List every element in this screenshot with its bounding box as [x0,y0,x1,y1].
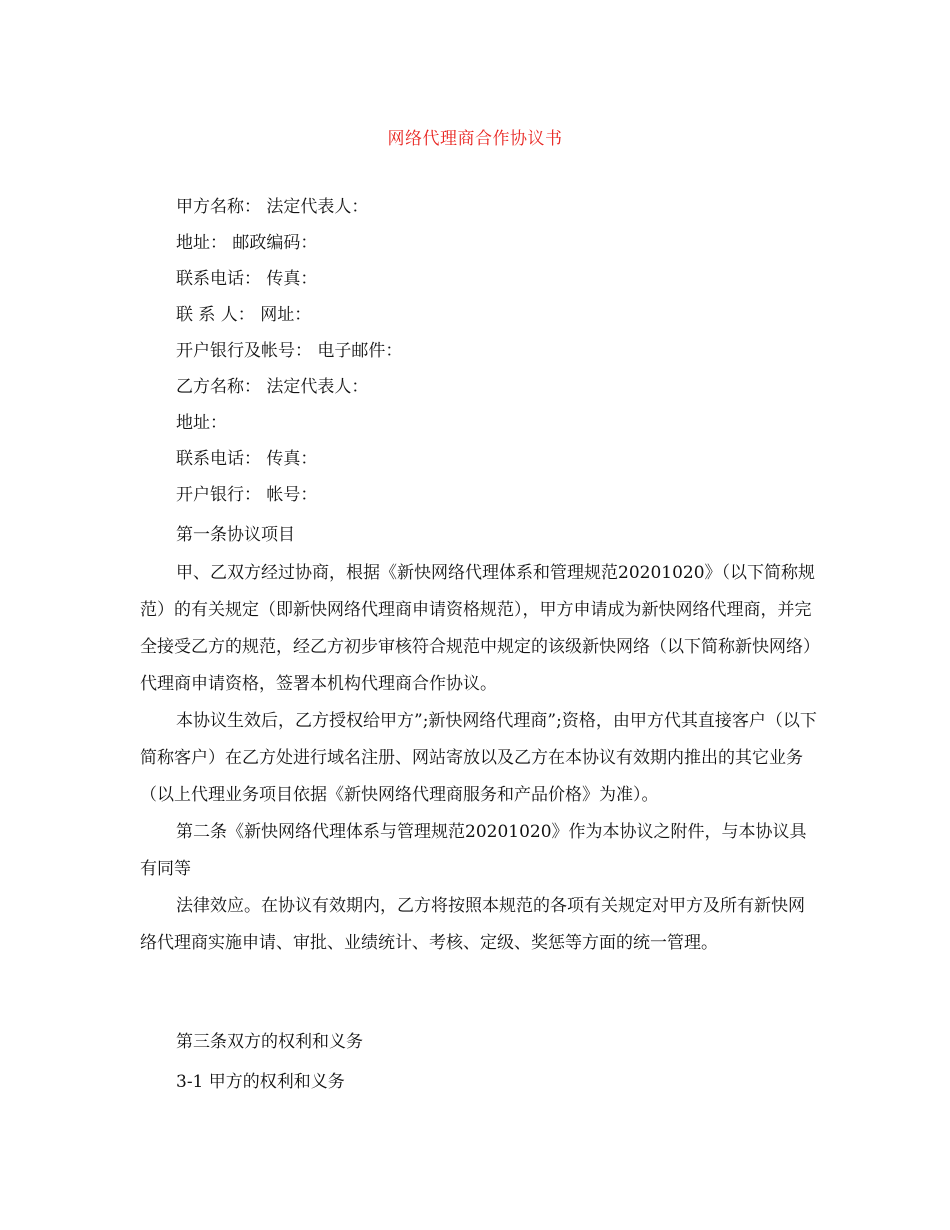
party-info [176,193,816,517]
document-title: 网络代理商合作协议书 [387,129,563,149]
paragraph: 法律效应。在协议有效期内，乙方将按照本规范的各项有关规定对甲方及所有新快网络代理商实施申请、审批、业绩统计、考核、定级、奖惩等方面的统一管理。 [140,896,805,953]
party-b-name-line: 乙方名称： 法定代表人： [176,377,369,397]
party-b-phone-line: 联系电话： 传真： [176,449,318,469]
party-b-address-line: 地址： [176,413,227,433]
article-3-heading: 第三条双方的权利和义务 [176,1032,363,1052]
party-a-contact-line: 联 系 人： 网址： [176,305,312,325]
article-1-heading: 第一条协议项目 [176,525,295,545]
party-a-phone-line: 联系电话： 传真： [176,269,318,289]
article-1-body [140,555,820,962]
paragraph: 本协议生效后，乙方授权给甲方”;新快网络代理商”;资格，由甲方代其直接客户（以下简称客户）在乙方处进行域名注册、网站寄放以及乙方在本协议有效期内推出的其它业务（以上代理业务项目依据《新快网络代理商服务和产品价格》为准）。 [140,711,817,805]
paragraph: 第二条《新快网络代理体系与管理规范20201020》作为本协议之附件，与本协议具有同等 [140,822,807,879]
section-3-1-heading: 3-1 甲方的权利和义务 [176,1072,345,1092]
party-a-address-line: 地址： 邮政编码： [176,233,318,253]
paragraph: 甲、乙双方经过协商，根据《新快网络代理体系和管理规范20201020》（以下简称规范）的有关规定（即新快网络代理商申请资格规范），甲方申请成为新快网络代理商，并完全接受乙方的规范，经乙方初步审核符合规范中规定的该级新快网络（以下简称新快网络）代理商申请资格，签署本机构代理商合作协议。 [140,563,820,694]
party-b-bank-line: 开户银行： 帐号： [176,485,318,505]
party-a-name-line: 甲方名称： 法定代表人： [176,197,369,217]
party-a-bank-line: 开户银行及帐号： 电子邮件： [176,341,403,361]
